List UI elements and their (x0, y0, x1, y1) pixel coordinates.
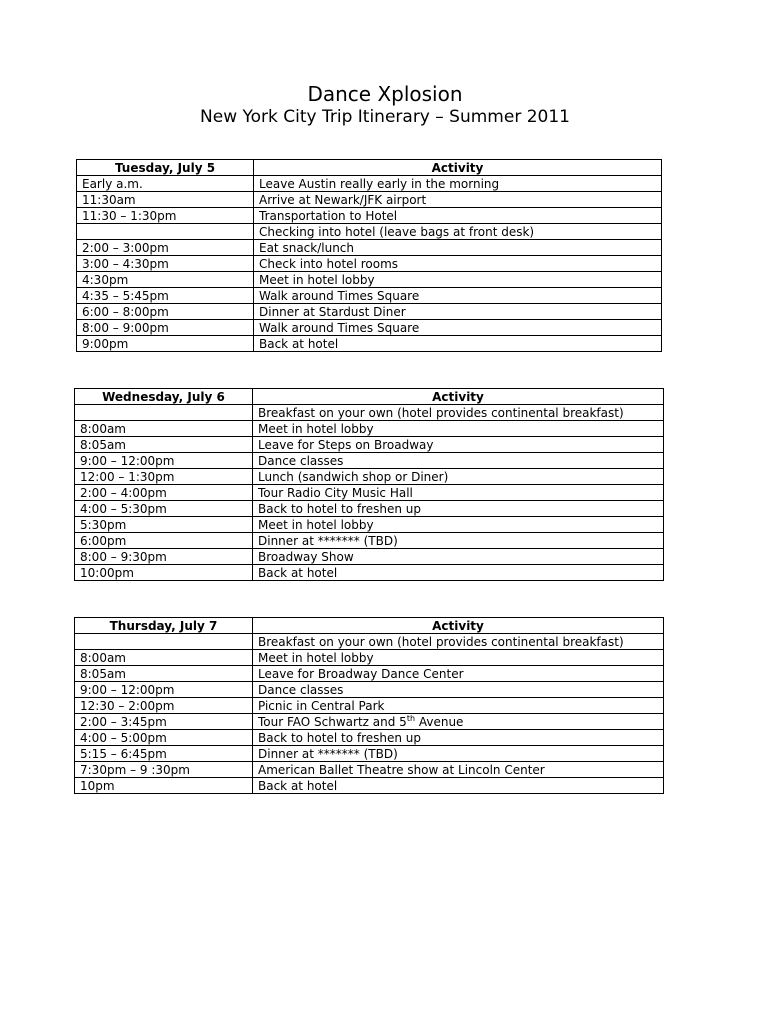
time-cell: 8:00am (75, 650, 253, 666)
table-row (75, 778, 664, 794)
activity-cell (253, 714, 664, 730)
time-cell: 9:00 – 12:00pm (75, 682, 253, 698)
time-cell: 9:00 – 12:00pm (75, 453, 253, 469)
time-cell: 12:30 – 2:00pm (75, 698, 253, 714)
activity-cell: Leave for Broadway Dance Center (253, 666, 664, 682)
activity-cell: Tour Radio City Music Hall (253, 485, 664, 501)
time-cell: 8:00 – 9:00pm (77, 320, 254, 336)
activity-cell: Breakfast on your own (hotel provides continental breakfast) (253, 634, 664, 650)
time-cell: 4:00 – 5:00pm (75, 730, 253, 746)
table-row (77, 288, 662, 304)
table-row (77, 304, 662, 320)
activity-header: Activity (254, 160, 662, 176)
time-cell: 4:30pm (77, 272, 254, 288)
activity-cell: Dinner at ******* (TBD) (253, 746, 664, 762)
time-cell: 4:35 – 5:45pm (77, 288, 254, 304)
thursday-schedule-table (74, 617, 664, 794)
time-cell: 5:15 – 6:45pm (75, 746, 253, 762)
table-row (75, 485, 664, 501)
table-row (77, 336, 662, 352)
time-cell (75, 634, 253, 650)
time-cell (75, 405, 253, 421)
table-row (75, 634, 664, 650)
table-row (75, 533, 664, 549)
activity-cell: Walk around Times Square (254, 320, 662, 336)
table-row (75, 565, 664, 581)
activity-cell: Eat snack/lunch (254, 240, 662, 256)
activity-cell: Meet in hotel lobby (253, 421, 664, 437)
activity-cell: Dance classes (253, 682, 664, 698)
table-row (77, 240, 662, 256)
table-header-row (75, 389, 664, 405)
time-cell: 9:00pm (77, 336, 254, 352)
time-cell: 6:00 – 8:00pm (77, 304, 254, 320)
activity-text: Tour FAO Schwartz and 5 (258, 714, 407, 729)
activity-cell: Meet in hotel lobby (253, 517, 664, 533)
time-cell: Early a.m. (77, 176, 254, 192)
time-cell (77, 224, 254, 240)
activity-text-tail: Avenue (415, 714, 464, 729)
activity-cell: Back to hotel to freshen up (253, 501, 664, 517)
table-row (77, 224, 662, 240)
table-row (75, 501, 664, 517)
table-row (75, 421, 664, 437)
table-row (77, 192, 662, 208)
activity-cell: Dance classes (253, 453, 664, 469)
activity-cell: Back at hotel (253, 565, 664, 581)
activity-cell: Checking into hotel (leave bags at front desk) (254, 224, 662, 240)
time-cell: 4:00 – 5:30pm (75, 501, 253, 517)
activity-cell: Check into hotel rooms (254, 256, 662, 272)
document-title: Dance Xplosion (307, 82, 463, 106)
activity-cell: Meet in hotel lobby (253, 650, 664, 666)
table-row (77, 256, 662, 272)
activity-cell: Leave for Steps on Broadway (253, 437, 664, 453)
activity-cell: Dinner at Stardust Diner (254, 304, 662, 320)
table-row (75, 666, 664, 682)
table-row (75, 405, 664, 421)
table-row (75, 762, 664, 778)
time-cell: 8:00am (75, 421, 253, 437)
time-cell: 2:00 – 3:00pm (77, 240, 254, 256)
table-row (75, 517, 664, 533)
time-cell: 12:00 – 1:30pm (75, 469, 253, 485)
time-cell: 8:05am (75, 666, 253, 682)
time-cell: 2:00 – 4:00pm (75, 485, 253, 501)
table-row (75, 549, 664, 565)
activity-cell: Back at hotel (253, 778, 664, 794)
ordinal-suffix: th (406, 713, 416, 723)
activity-header: Activity (253, 389, 664, 405)
document-subtitle: New York City Trip Itinerary – Summer 2011 (200, 107, 570, 127)
activity-cell: Leave Austin really early in the morning (254, 176, 662, 192)
activity-cell: Back to hotel to freshen up (253, 730, 664, 746)
table-row (75, 682, 664, 698)
time-cell: 7:30pm – 9 :30pm (75, 762, 253, 778)
time-cell: 5:30pm (75, 517, 253, 533)
time-cell: 6:00pm (75, 533, 253, 549)
table-row (75, 698, 664, 714)
activity-cell: Transportation to Hotel (254, 208, 662, 224)
time-cell: 11:30 – 1:30pm (77, 208, 254, 224)
activity-header: Activity (253, 618, 664, 634)
time-cell: 8:05am (75, 437, 253, 453)
day-header: Thursday, July 7 (75, 618, 253, 634)
table-header-row (75, 618, 664, 634)
tuesday-schedule-table (76, 159, 662, 352)
table-header-row (77, 160, 662, 176)
time-cell: 11:30am (77, 192, 254, 208)
table-row (77, 176, 662, 192)
table-row (75, 453, 664, 469)
time-cell: 8:00 – 9:30pm (75, 549, 253, 565)
table-row (75, 469, 664, 485)
table-row (77, 208, 662, 224)
activity-cell: Broadway Show (253, 549, 664, 565)
time-cell: 10pm (75, 778, 253, 794)
time-cell: 3:00 – 4:30pm (77, 256, 254, 272)
activity-cell: Arrive at Newark/JFK airport (254, 192, 662, 208)
activity-cell: American Ballet Theatre show at Lincoln Center (253, 762, 664, 778)
activity-cell: Meet in hotel lobby (254, 272, 662, 288)
activity-cell: Picnic in Central Park (253, 698, 664, 714)
table-row (77, 272, 662, 288)
activity-cell: Lunch (sandwich shop or Diner) (253, 469, 664, 485)
table-row (75, 730, 664, 746)
wednesday-schedule-table (74, 388, 664, 581)
table-row (77, 320, 662, 336)
table-row (75, 650, 664, 666)
activity-cell: Walk around Times Square (254, 288, 662, 304)
time-cell: 2:00 – 3:45pm (75, 714, 253, 730)
time-cell: 10:00pm (75, 565, 253, 581)
day-header: Wednesday, July 6 (75, 389, 253, 405)
activity-cell: Breakfast on your own (hotel provides continental breakfast) (253, 405, 664, 421)
activity-cell: Dinner at ******* (TBD) (253, 533, 664, 549)
table-row (75, 746, 664, 762)
day-header: Tuesday, July 5 (77, 160, 254, 176)
table-row (75, 714, 664, 730)
activity-cell: Back at hotel (254, 336, 662, 352)
table-row (75, 437, 664, 453)
